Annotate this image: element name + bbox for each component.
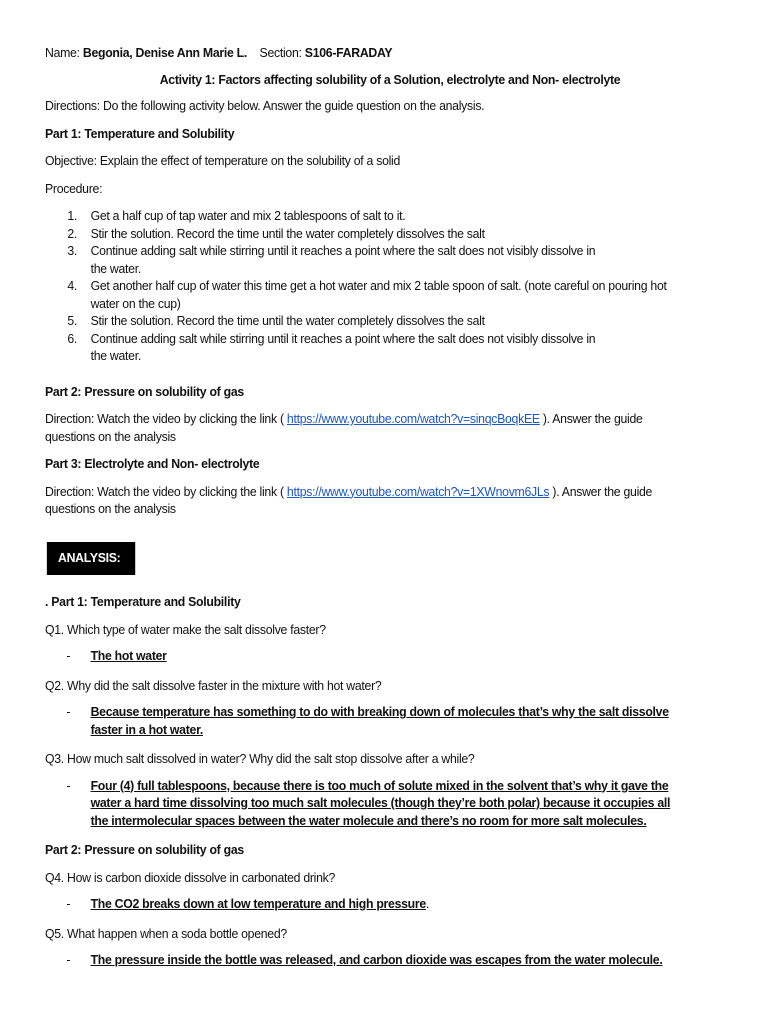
direction-text: ). Answer the guide [539, 411, 643, 426]
name-section-line [45, 44, 735, 62]
part2-heading: Part 2: Pressure on solubility of gas [45, 383, 244, 399]
analysis-label: ANALYSIS: [47, 542, 136, 576]
part1-heading: Part 1: Temperature and Solubility [45, 125, 235, 141]
step-text: Stir the solution. Record the time until the water completely dissolves the salt [90, 313, 485, 328]
answer-text: The hot water [90, 648, 167, 663]
direction-text: Direction: Watch the video by clicking the link ( [45, 483, 287, 499]
question-2: Q2. Why did the salt dissolve faster in the mixture with hot water? [45, 677, 382, 693]
step-text: water on the cup) [90, 295, 181, 311]
answer-text: The CO2 breaks down at low temperature and high pressure [90, 896, 426, 911]
step-text: Stir the solution. Record the time until the water completely dissolves the salt [90, 225, 485, 241]
step-text: Continue adding salt while stirring until it reaches a point where the salt does not visibly dissolve in [90, 330, 596, 346]
section-label: Section: [259, 45, 302, 60]
direction-text: ). Answer the guide [549, 483, 653, 499]
answer-text: The pressure inside the bottle was released, and carbon dioxide was escapes from the water molecule. [90, 952, 663, 967]
procedure-step [45, 312, 735, 330]
procedure-step [45, 277, 735, 312]
part2-direction [45, 410, 735, 445]
bullet-dash: - [66, 952, 71, 967]
direction-text: Direction: Watch the video by clicking the link ( [45, 411, 287, 426]
section-value: S106-FARADAY [304, 45, 393, 60]
step-number: 6. [67, 330, 77, 346]
answer-text: the intermolecular spaces between the water molecule and there’s no room for more salt molecules. [90, 812, 647, 828]
step-number: 2. [67, 225, 77, 241]
step-text: the water. [90, 348, 141, 363]
analysis-part2-heading: Part 2: Pressure on solubility of gas [45, 842, 244, 857]
direction-text: questions on the analysis [45, 428, 176, 444]
bullet-dash: - [66, 896, 71, 911]
part2-video-link[interactable]: https://www.youtube.com/watch?v=sinqcBoqkEE [286, 411, 540, 426]
name-value: Begonia, Denise Ann Marie L. [82, 45, 248, 60]
step-text: Continue adding salt while stirring until it reaches a point where the salt does not visibly dissolve in [90, 243, 596, 258]
step-text: Get a half cup of tap water and mix 2 tablespoons of salt to it. [90, 208, 406, 223]
answer-1 [45, 647, 735, 665]
part3-video-link[interactable]: https://www.youtube.com/watch?v=1XWnovm6JLs [286, 483, 550, 499]
question-3: Q3. How much salt dissolved in water? Why did the salt stop dissolve after a while? [45, 751, 475, 766]
answer-4 [45, 895, 735, 913]
step-text: the water. [90, 260, 141, 276]
procedure-step [45, 330, 735, 365]
name-label: Name: [45, 45, 80, 60]
procedure-step [45, 207, 735, 225]
analysis-part1-heading: . Part 1: Temperature and Solubility [45, 594, 241, 609]
answer-text: Four (4) full tablespoons, because there is too much of solute mixed in the solvent that’s why it gave the [90, 777, 669, 793]
answer-text: faster in a hot water. [90, 721, 204, 737]
bullet-dash: - [66, 648, 71, 663]
answer-suffix: . [425, 896, 430, 911]
answer-3 [45, 777, 735, 830]
answer-text: water a hard time dissolving too much salt molecules (though they’re both polar) because it occupies all [90, 795, 671, 810]
document-page [45, 44, 735, 981]
step-number: 5. [67, 313, 77, 328]
part3-direction [45, 483, 735, 518]
answer-2 [45, 703, 735, 738]
directions: Directions: Do the following activity below. Answer the guide question on the analysis. [45, 98, 485, 113]
direction-text: questions on the analysis [45, 501, 176, 516]
step-number: 3. [67, 243, 77, 258]
procedure-step [45, 225, 735, 243]
question-4: Q4. How is carbon dioxide dissolve in carbonated drink? [45, 869, 336, 885]
objective: Objective: Explain the effect of temperature on the solubility of a solid [45, 153, 401, 168]
question-1: Q1. Which type of water make the salt dissolve faster? [45, 621, 326, 637]
part3-heading: Part 3: Electrolyte and Non- electrolyte [45, 456, 260, 471]
procedure-list [45, 207, 735, 365]
question-5: Q5. What happen when a soda bottle opened? [45, 925, 287, 941]
bullet-dash: - [66, 777, 71, 793]
procedure-step [45, 242, 735, 277]
step-text: Get another half cup of water this time get a hot water and mix 2 table spoon of salt. (note careful on pouring hot [90, 278, 667, 293]
step-number: 4. [67, 278, 77, 293]
answer-text: Because temperature has something to do with breaking down of molecules that’s why the salt dissolve [90, 704, 669, 719]
bullet-dash: - [66, 704, 71, 719]
step-number: 1. [67, 208, 77, 223]
activity-title: Activity 1: Factors affecting solubility of a Solution, electrolyte and Non- electrolyte [159, 71, 621, 87]
procedure-label: Procedure: [45, 180, 103, 196]
answer-5 [45, 951, 735, 969]
